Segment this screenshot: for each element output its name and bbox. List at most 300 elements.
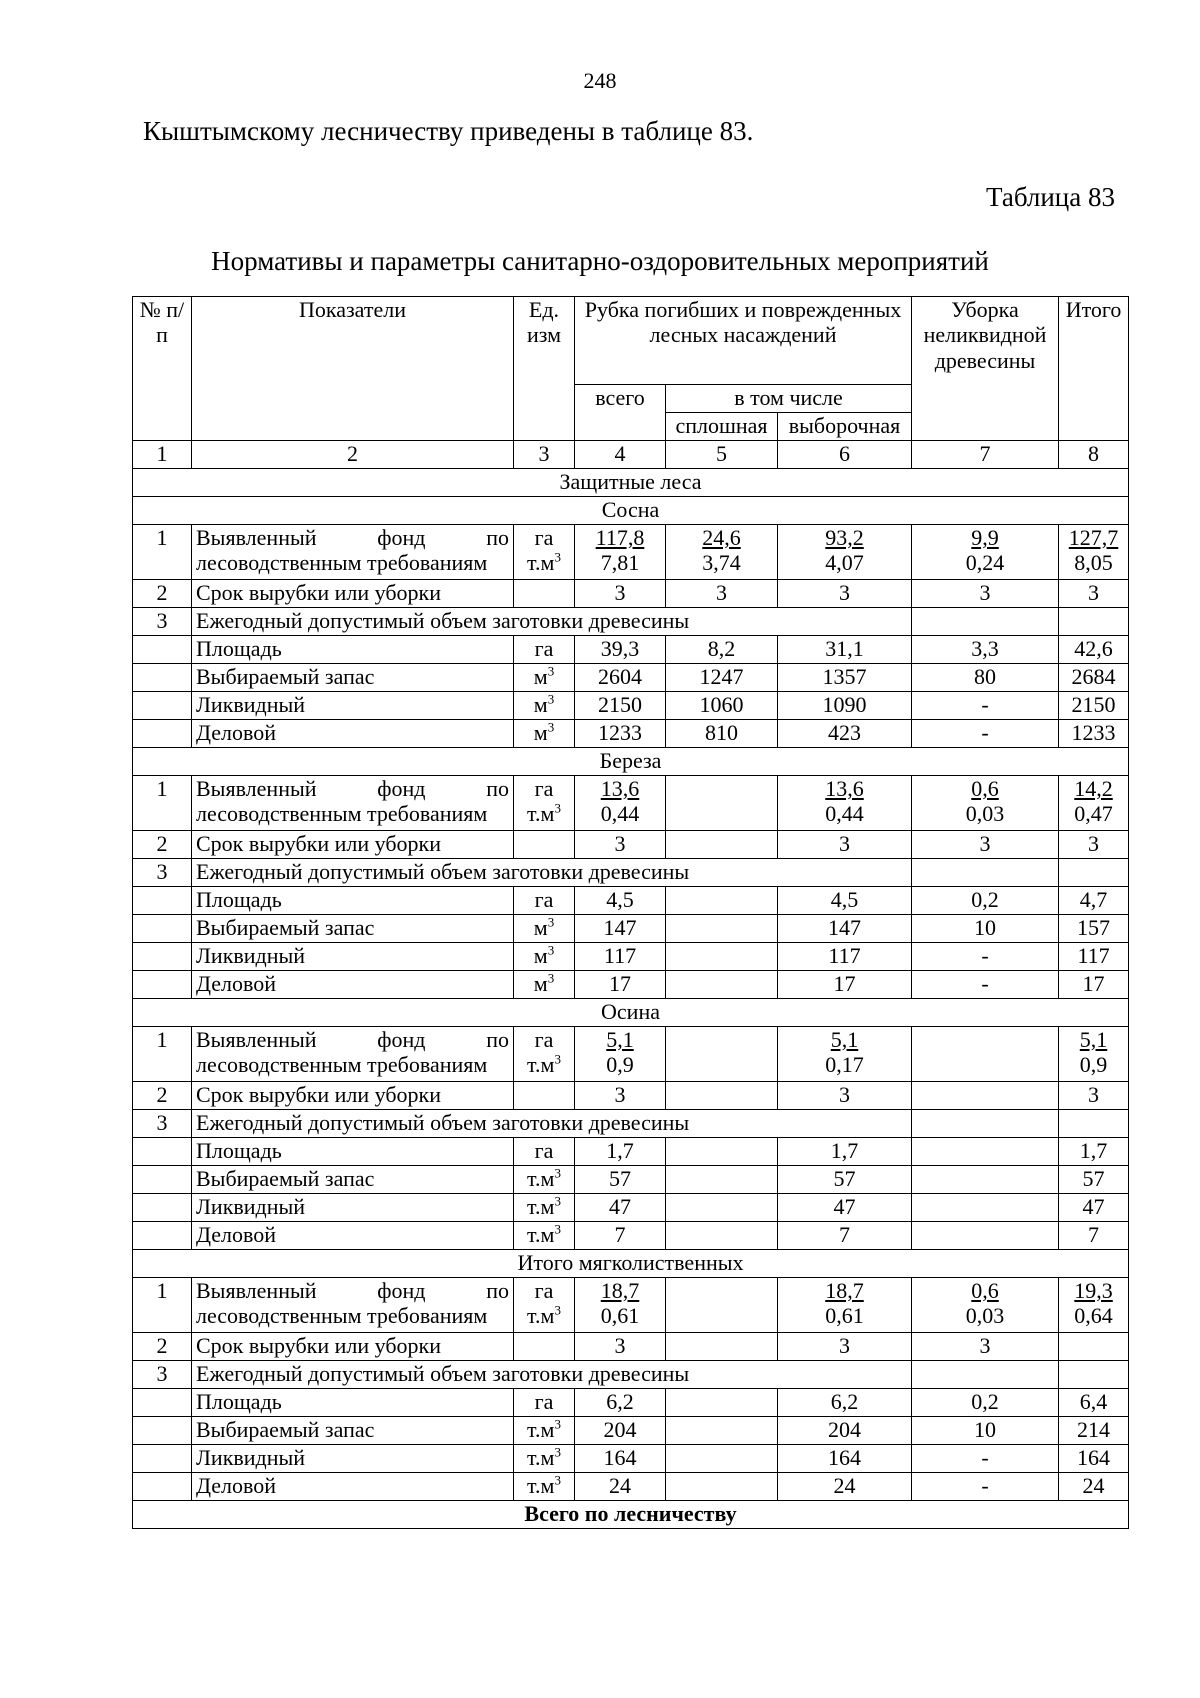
row-number [133, 1473, 192, 1501]
value-cell [666, 1473, 778, 1501]
value-volume: 0,61 [600, 1303, 640, 1329]
value-cell: 1090 [778, 692, 912, 720]
label-word: фонд [377, 525, 426, 550]
value-cell: 1,7 [1059, 1138, 1129, 1166]
value-cell: 0,2 [912, 1389, 1059, 1417]
header-felling: Рубка погибших и поврежденных лесных насаждений [575, 297, 912, 385]
col-number: 5 [666, 441, 778, 469]
value-cell [1059, 859, 1129, 887]
value-cell: 24 [778, 1473, 912, 1501]
value-cell: 6,4 [1059, 1389, 1129, 1417]
value-area: 18,7 [825, 1278, 864, 1303]
value-volume: 0,44 [825, 801, 864, 827]
value-cell: 10 [912, 915, 1059, 943]
value-cell [666, 1333, 778, 1361]
value-cell: 7 [1059, 1222, 1129, 1250]
unit-text: га [534, 1389, 554, 1414]
unit-text: т.м [527, 1473, 555, 1498]
unit-cell [514, 692, 575, 720]
label-stock: Выбираемый запас [192, 1417, 514, 1445]
row-number [133, 915, 192, 943]
value-cell [912, 859, 1059, 887]
label-line: лесоводственным требованиям [196, 1303, 488, 1329]
unit-cell [514, 580, 575, 608]
label-identified-fund [192, 525, 514, 580]
unit-cell [514, 831, 575, 859]
table-row [133, 636, 1129, 664]
table-row [133, 1473, 1129, 1501]
unit-text: т.м [527, 1303, 555, 1329]
header-total: Итого [1059, 297, 1129, 441]
value-volume: 0,44 [600, 801, 640, 827]
label-word: по [486, 525, 509, 550]
unit-cell [514, 636, 575, 664]
label-word: по [486, 1027, 509, 1052]
unit-cell [514, 1082, 575, 1110]
label-word: фонд [377, 776, 426, 801]
value-cell: - [912, 1445, 1059, 1473]
value-area: 14,2 [1074, 776, 1113, 801]
value-cell: 147 [575, 915, 666, 943]
unit-cell [514, 971, 575, 999]
unit-text: т.м [527, 550, 555, 576]
value-cell: 1233 [1059, 720, 1129, 748]
value-cell: 4,5 [778, 887, 912, 915]
unit-tm [518, 550, 570, 575]
label-line [196, 1278, 509, 1303]
unit-cube: 3 [547, 970, 555, 986]
value-cell: - [912, 1473, 1059, 1501]
unit-text: га [534, 887, 554, 912]
value-cell: 2604 [575, 664, 666, 692]
value-volume: 8,05 [1074, 550, 1113, 576]
row-number [133, 1166, 192, 1194]
unit-cube: 3 [554, 1193, 561, 1209]
value-cell: 7 [778, 1222, 912, 1250]
value-cell [666, 1194, 778, 1222]
label-identified-fund [192, 1278, 514, 1333]
label-period: Срок вырубки или уборки [192, 831, 514, 859]
label-liquid: Ликвидный [192, 1194, 514, 1222]
label-annual: Ежегодный допустимый объем заготовки древесины [192, 608, 912, 636]
unit-text: т.м [527, 1052, 555, 1078]
unit-cell [514, 1138, 575, 1166]
unit-tm [518, 1303, 570, 1328]
value-cell [575, 776, 666, 831]
value-cell: - [912, 720, 1059, 748]
value-cell: 3 [778, 831, 912, 859]
value-cell [1059, 1333, 1129, 1361]
row-number: 3 [133, 1110, 192, 1138]
unit-ha: га [534, 1278, 554, 1303]
value-volume: 0,47 [1074, 801, 1113, 827]
label-period: Срок вырубки или уборки [192, 580, 514, 608]
unit-tm [518, 801, 570, 826]
label-word: Выявленный [196, 1278, 317, 1303]
row-number [133, 1389, 192, 1417]
row-number: 3 [133, 859, 192, 887]
table-row [133, 1027, 1129, 1082]
row-number [133, 887, 192, 915]
col-number: 4 [575, 441, 666, 469]
unit-cube: 3 [554, 1051, 561, 1067]
row-number [133, 664, 192, 692]
value-area: 0,6 [971, 1278, 999, 1303]
value-cell: 157 [1059, 915, 1129, 943]
header-all: всего [575, 385, 666, 441]
unit-cell [514, 1445, 575, 1473]
unit-cube: 3 [547, 942, 555, 958]
value-cell [912, 1278, 1059, 1333]
col-number: 6 [778, 441, 912, 469]
value-cell: 117 [778, 943, 912, 971]
value-cell [912, 1138, 1059, 1166]
label-business: Деловой [192, 1473, 514, 1501]
value-cell: 214 [1059, 1417, 1129, 1445]
unit-cell [514, 525, 575, 580]
value-cell [912, 1110, 1059, 1138]
value-volume: 0,64 [1074, 1303, 1113, 1329]
value-cell [666, 1222, 778, 1250]
value-cell [778, 1278, 912, 1333]
table-row [133, 1222, 1129, 1250]
unit-cell [514, 1194, 575, 1222]
value-cell: 2684 [1059, 664, 1129, 692]
value-cell [666, 915, 778, 943]
header-unit: Ед. изм [514, 297, 575, 441]
unit-text: м [533, 971, 548, 996]
unit-text: м [533, 915, 548, 940]
row-number: 1 [133, 525, 192, 580]
table-row [133, 859, 1129, 887]
unit-text: т.м [527, 1166, 555, 1191]
value-cell: 17 [778, 971, 912, 999]
unit-ha: га [534, 525, 554, 550]
value-cell: 117 [575, 943, 666, 971]
value-cell: 39,3 [575, 636, 666, 664]
value-cell [912, 1361, 1059, 1389]
row-number [133, 943, 192, 971]
section-grand-total: Всего по лесничеству [133, 1501, 1129, 1529]
unit-ha: га [534, 1027, 554, 1052]
unit-text: т.м [527, 1194, 555, 1219]
header-num: № п/п [133, 297, 192, 441]
value-cell [912, 1194, 1059, 1222]
label-stock: Выбираемый запас [192, 915, 514, 943]
unit-cell [514, 887, 575, 915]
value-cell: 3,3 [912, 636, 1059, 664]
value-volume: 0,03 [965, 801, 1005, 827]
table-row [133, 580, 1129, 608]
value-cell: 2150 [1059, 692, 1129, 720]
value-cell [666, 1445, 778, 1473]
value-cell: 2150 [575, 692, 666, 720]
value-cell: 10 [912, 1417, 1059, 1445]
value-cell [575, 525, 666, 580]
unit-cube: 3 [554, 1221, 561, 1237]
col-number: 8 [1059, 441, 1129, 469]
value-cell: 1247 [666, 664, 778, 692]
unit-cube: 3 [554, 1302, 561, 1318]
unit-cube: 3 [554, 1416, 561, 1432]
header-indicators: Показатели [192, 297, 514, 441]
unit-cell [514, 1389, 575, 1417]
value-cell [912, 1166, 1059, 1194]
label-annual: Ежегодный допустимый объем заготовки древесины [192, 1361, 912, 1389]
unit-cell [514, 720, 575, 748]
value-cell: 3 [575, 1082, 666, 1110]
value-cell: 164 [778, 1445, 912, 1473]
label-line: лесоводственным требованиям [196, 550, 488, 576]
value-cell [912, 525, 1059, 580]
value-volume: 0,61 [825, 1303, 864, 1329]
value-cell [666, 887, 778, 915]
table-row [133, 915, 1129, 943]
value-cell [778, 1027, 912, 1082]
label-area: Площадь [192, 1389, 514, 1417]
table-row [133, 1445, 1129, 1473]
unit-cube: 3 [554, 549, 561, 565]
value-cell: 47 [778, 1194, 912, 1222]
table-row [133, 720, 1129, 748]
unit-cube: 3 [547, 719, 555, 735]
unit-cell [514, 1027, 575, 1082]
value-cell: 80 [912, 664, 1059, 692]
unit-text: т.м [527, 801, 555, 827]
value-cell [912, 1082, 1059, 1110]
value-cell: 42,6 [1059, 636, 1129, 664]
value-cell: 31,1 [778, 636, 912, 664]
row-number [133, 971, 192, 999]
unit-cell [514, 915, 575, 943]
section-title-aspen: Осина [133, 999, 1129, 1027]
label-word: по [486, 1278, 509, 1303]
label-business: Деловой [192, 1222, 514, 1250]
row-number [133, 1445, 192, 1473]
row-number: 1 [133, 1027, 192, 1082]
value-cell: 204 [575, 1417, 666, 1445]
section-row [133, 999, 1129, 1027]
value-cell: 24 [1059, 1473, 1129, 1501]
label-period: Срок вырубки или уборки [192, 1082, 514, 1110]
value-cell: 164 [575, 1445, 666, 1473]
value-area: 19,3 [1074, 1278, 1113, 1303]
unit-cube: 3 [547, 663, 555, 679]
page-number: 248 [583, 68, 617, 93]
unit-cube: 3 [554, 1444, 561, 1460]
value-area: 13,6 [825, 776, 864, 801]
value-cell: 8,2 [666, 636, 778, 664]
value-cell: 57 [575, 1166, 666, 1194]
unit-cell [514, 943, 575, 971]
unit-cube: 3 [554, 800, 561, 816]
unit-cell [514, 1278, 575, 1333]
table-title: Нормативы и параметры санитарно-оздоровительных мероприятий [211, 246, 989, 276]
value-cell: 3 [575, 831, 666, 859]
value-cell [666, 1166, 778, 1194]
value-cell [575, 1278, 666, 1333]
value-cell: 4,5 [575, 887, 666, 915]
value-cell: 57 [1059, 1166, 1129, 1194]
value-cell: 3 [575, 1333, 666, 1361]
value-cell [666, 1417, 778, 1445]
unit-cube: 3 [554, 1165, 561, 1181]
value-cell [666, 776, 778, 831]
value-area: 5,1 [1079, 1027, 1108, 1052]
value-cell: - [912, 692, 1059, 720]
unit-cube: 3 [554, 1472, 561, 1488]
value-cell [1059, 776, 1129, 831]
value-volume: 4,07 [825, 550, 864, 576]
unit-cell [514, 1417, 575, 1445]
value-area: 117,8 [595, 525, 645, 550]
value-volume: 7,81 [600, 550, 640, 576]
value-cell [1059, 1278, 1129, 1333]
value-cell: 7 [575, 1222, 666, 1250]
value-cell: 3 [778, 1333, 912, 1361]
value-cell: 3 [1059, 580, 1129, 608]
unit-text: га [534, 636, 554, 661]
value-cell: 1,7 [575, 1138, 666, 1166]
table-row [133, 971, 1129, 999]
value-cell [912, 1222, 1059, 1250]
table-row [133, 831, 1129, 859]
unit-text: м [533, 720, 548, 745]
row-number [133, 1222, 192, 1250]
label-area: Площадь [192, 636, 514, 664]
value-cell: - [912, 971, 1059, 999]
table-row [133, 1278, 1129, 1333]
value-cell [666, 525, 778, 580]
label-line: лесоводственным требованиям [196, 1052, 488, 1078]
value-cell [666, 971, 778, 999]
table-row [133, 776, 1129, 831]
value-cell: 17 [575, 971, 666, 999]
table-label: Таблица 83 [986, 182, 1115, 212]
col-number: 3 [514, 441, 575, 469]
row-number: 2 [133, 1333, 192, 1361]
unit-cell [514, 664, 575, 692]
label-line [196, 776, 509, 801]
value-area: 127,7 [1068, 525, 1119, 550]
table-row [133, 1166, 1129, 1194]
label-line: лесоводственным требованиям [196, 801, 488, 827]
table-row [133, 1138, 1129, 1166]
value-cell [666, 1138, 778, 1166]
table-row [133, 887, 1129, 915]
label-stock: Выбираемый запас [192, 664, 514, 692]
value-cell [575, 1027, 666, 1082]
label-liquid: Ликвидный [192, 692, 514, 720]
label-stock: Выбираемый запас [192, 1166, 514, 1194]
value-cell [1059, 1361, 1129, 1389]
value-cell [912, 776, 1059, 831]
value-cell: 3 [778, 1082, 912, 1110]
value-cell: 24 [575, 1473, 666, 1501]
value-cell [666, 1278, 778, 1333]
intro-text: Кыштымскому лесничеству приведены в таблице 83. [143, 116, 754, 146]
value-cell: 3 [912, 831, 1059, 859]
row-number: 1 [133, 1278, 192, 1333]
unit-tm [518, 1052, 570, 1077]
row-number [133, 1417, 192, 1445]
row-number: 2 [133, 580, 192, 608]
table-row [133, 1417, 1129, 1445]
label-line [196, 525, 509, 550]
unit-cell [514, 1166, 575, 1194]
value-cell: 164 [1059, 1445, 1129, 1473]
value-volume: 0,9 [606, 1052, 634, 1078]
header-including: в том числе [666, 385, 912, 413]
unit-text: т.м [527, 1445, 555, 1470]
value-cell: 3 [912, 1333, 1059, 1361]
value-cell [1059, 525, 1129, 580]
row-number: 1 [133, 776, 192, 831]
value-volume: 0,9 [1079, 1052, 1108, 1078]
value-cell: 3 [778, 580, 912, 608]
table-row [133, 1333, 1129, 1361]
value-area: 93,2 [825, 525, 864, 550]
value-cell: 3 [912, 580, 1059, 608]
value-cell [666, 1027, 778, 1082]
row-number [133, 1138, 192, 1166]
value-cell [666, 1389, 778, 1417]
table-row [133, 1361, 1129, 1389]
header-clear: сплошная [666, 413, 778, 441]
row-number: 3 [133, 1361, 192, 1389]
value-cell [778, 776, 912, 831]
value-area: 5,1 [830, 1027, 859, 1052]
table-row [133, 1194, 1129, 1222]
col-number: 7 [912, 441, 1059, 469]
label-word: фонд [377, 1278, 426, 1303]
row-number [133, 720, 192, 748]
value-cell: 147 [778, 915, 912, 943]
unit-cube: 3 [547, 914, 555, 930]
value-cell: 1357 [778, 664, 912, 692]
row-number [133, 636, 192, 664]
header-selective: выборочная [778, 413, 912, 441]
label-word: по [486, 776, 509, 801]
unit-cube: 3 [547, 691, 555, 707]
label-liquid: Ликвидный [192, 1445, 514, 1473]
section-title-softwood: Итого мягколиственных [133, 1250, 1129, 1278]
label-word: Выявленный [196, 1027, 317, 1052]
value-area: 13,6 [600, 776, 640, 801]
label-identified-fund [192, 776, 514, 831]
label-area: Площадь [192, 887, 514, 915]
label-identified-fund [192, 1027, 514, 1082]
label-liquid: Ликвидный [192, 943, 514, 971]
value-volume: 0,03 [965, 1303, 1005, 1329]
unit-cell [514, 1333, 575, 1361]
col-number: 1 [133, 441, 192, 469]
value-cell [666, 1082, 778, 1110]
value-area: 9,9 [971, 525, 999, 550]
value-cell: 57 [778, 1166, 912, 1194]
section-row [133, 469, 1129, 497]
value-cell [912, 608, 1059, 636]
section-row [133, 748, 1129, 776]
unit-cell [514, 1222, 575, 1250]
value-cell: 47 [1059, 1194, 1129, 1222]
column-number-row [133, 441, 1129, 469]
header-cleanup: Уборка неликвидной древесины [912, 297, 1059, 441]
unit-text: га [534, 1138, 554, 1163]
value-cell: 810 [666, 720, 778, 748]
value-cell: 17 [1059, 971, 1129, 999]
label-business: Деловой [192, 971, 514, 999]
